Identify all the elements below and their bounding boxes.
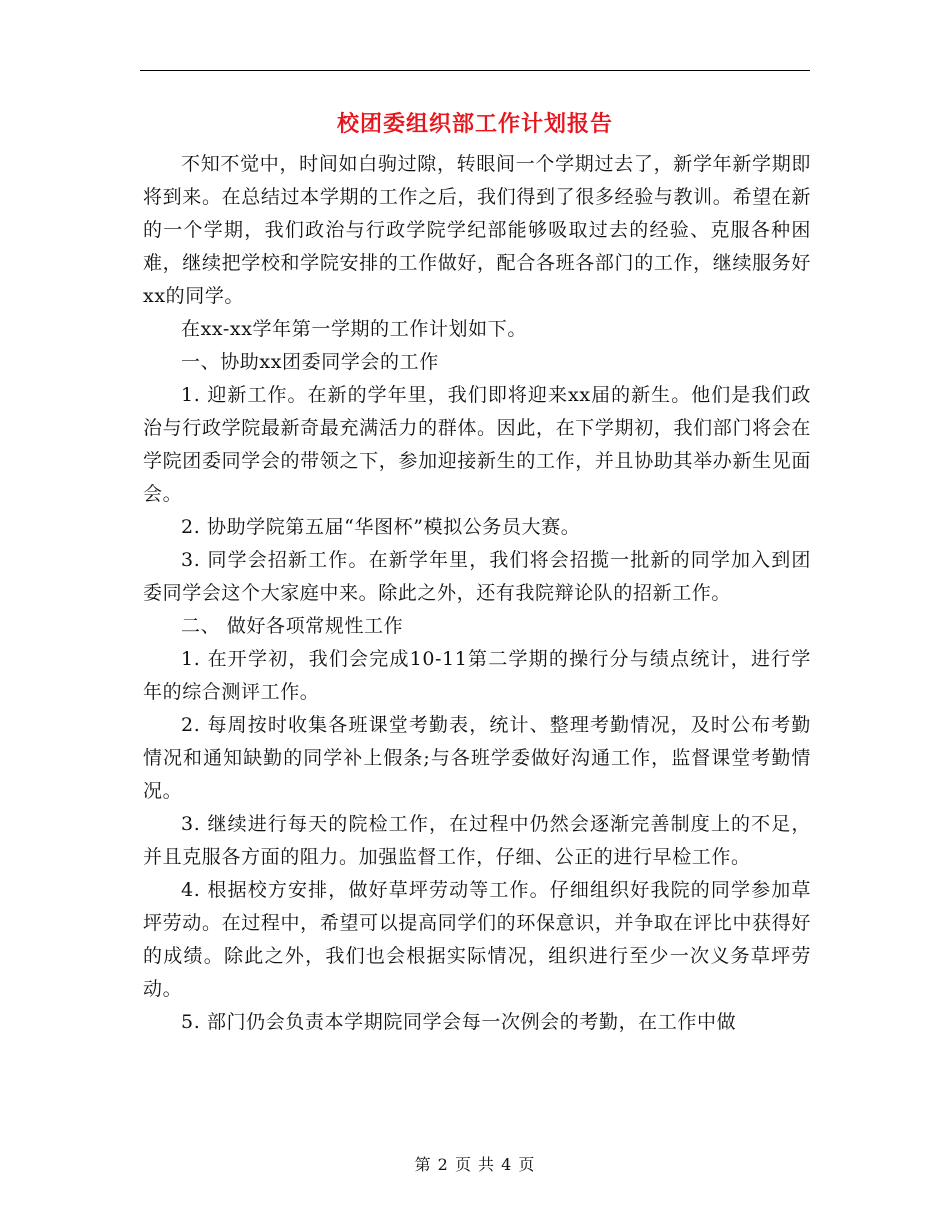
document-title: 校团委组织部工作计划报告 xyxy=(336,111,613,137)
list-item: 2. 协助学院第五届“华图杯”模拟公务员大赛。 xyxy=(181,516,581,538)
list-item: 4. 根据校方安排，做好草坪劳动等工作。仔细组织好我院的同学参加草坪劳动。在过程中，希望可以提高同学们的环保意识，并争取在评比中获得好的成绩。除此之外，我们也会根据实际情况，组织进行至少一次义务草坪劳动。 xyxy=(143,879,811,1000)
page-number-footer: 第 2 页 共 4 页 xyxy=(414,1155,536,1174)
list-item: 3. 继续进行每天的院检工作，在过程中仍然会逐渐完善制度上的不足，并且克服各方面的阻力。加强监督工作，仔细、公正的进行早检工作。 xyxy=(143,813,811,868)
list-item: 1. 迎新工作。在新的学年里，我们即将迎来xx届的新生。他们是我们政治与行政学院最新奇最充满活力的群体。因此，在下学期初，我们部门将会在学院团委同学会的带领之下，参加迎接新生的工作，并且协助其举办新生见面会。 xyxy=(143,384,811,505)
header-rule xyxy=(140,70,810,71)
list-item: 5. 部门仍会负责本学期院同学会每一次例会的考勤，在工作中做 xyxy=(181,1011,737,1033)
list-item: 3. 同学会招新工作。在新学年里，我们将会招揽一批新的同学加入到团委同学会这个大家庭中来。除此之外，还有我院辩论队的招新工作。 xyxy=(143,549,811,604)
paragraph-plan-lead: 在xx-xx学年第一学期的工作计划如下。 xyxy=(181,318,527,340)
paragraph-intro: 不知不觉中，时间如白驹过隙，转眼间一个学期过去了，新学年新学期即将到来。在总结过本学期的工作之后，我们得到了很多经验与教训。希望在新的一个学期，我们政治与行政学院学纪部能够吸取过去的经验、克服各种困难，继续把学校和学院安排的工作做好，配合各班各部门的工作，继续服务好xx的同学。 xyxy=(143,153,811,307)
document-body xyxy=(143,148,811,1039)
list-item: 2. 每周按时收集各班课堂考勤表，统计、整理考勤情况，及时公布考勤情况和通知缺勤的同学补上假条;与各班学委做好沟通工作，监督课堂考勤情况。 xyxy=(143,714,811,802)
section-heading-1: 一、协助xx团委同学会的工作 xyxy=(181,351,439,373)
section-heading-2: 二、 做好各项常规性工作 xyxy=(181,615,404,637)
list-item: 1. 在开学初，我们会完成10-11第二学期的操行分与绩点统计，进行学年的综合测评工作。 xyxy=(143,648,811,703)
